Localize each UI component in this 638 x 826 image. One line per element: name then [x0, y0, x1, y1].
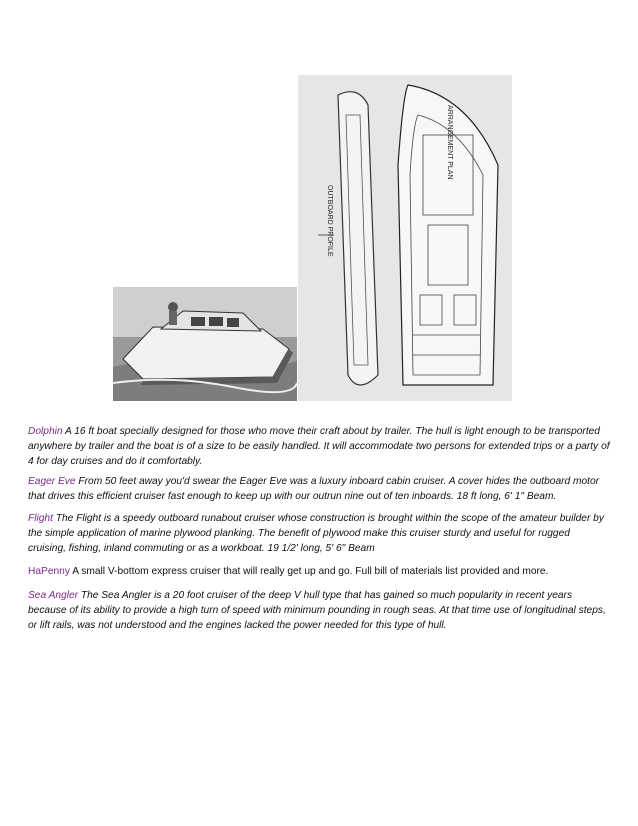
boat-plans-drawing: [298, 75, 512, 401]
entry-title: HaPenny: [28, 566, 70, 577]
entry-sea-angler: [28, 588, 610, 634]
entry-hapenny: [28, 564, 610, 579]
entry-flight: [28, 511, 610, 557]
entry-description: A 16 ft boat specially designed for those who move their craft about by trailer. The hull is light enough to be transported anywhere by trailer and the boat is of a size to be easily handled. It will accommodate two persons for extended trips or a party of 4 for day cruises and do it comfortably.: [28, 426, 610, 468]
boat-photo: [113, 287, 297, 401]
entry-description: A small V-bottom express cruiser that will really get up and go. Full bill of materials list provided and more.: [69, 566, 549, 577]
entry-description: From 50 feet away you'd swear the Eager Eve was a luxury inboard cabin cruiser. A cover hides the outboard motor that drives this efficient cruiser fast enough to keep up with our outrun nine out of ten inboards. 18 ft long, 6' 1" Beam.: [28, 476, 600, 503]
entry-eager-eve: [28, 474, 610, 504]
plan-label-arrangement: ARRANGEMENT PLAN: [446, 105, 453, 180]
entry-dolphin: [28, 424, 610, 470]
entry-description: The Sea Angler is a 20 foot cruiser of the deep V hull type that has gained so much popularity in recent years because of its ability to provide a high turn of speed with minimum pounding in rough seas. At that time use of longitudinal steps, or lift rails, was not understood and the engines lacked the power needed for this type of hull.: [28, 590, 606, 632]
entry-title: Eager Eve: [28, 476, 76, 487]
boat-photo-graphic: [113, 287, 297, 401]
entry-description: The Flight is a speedy outboard runabout cruiser whose construction is brought within the scope of the amateur builder by the simple application of marine plywood planking. The benefit of plywood make this cruiser sturdy and useful for rugged cruising, fishing, inland commuting or as a workboat. 19 1/2' long, 5' 6" Beam: [28, 513, 604, 555]
plans-graphic: [298, 75, 512, 401]
entry-title: Dolphin: [28, 426, 63, 437]
entry-title: Sea Angler: [28, 590, 79, 601]
plan-label-outboard: OUTBOARD PROFILE: [326, 185, 333, 257]
entry-title: Flight: [28, 513, 53, 524]
